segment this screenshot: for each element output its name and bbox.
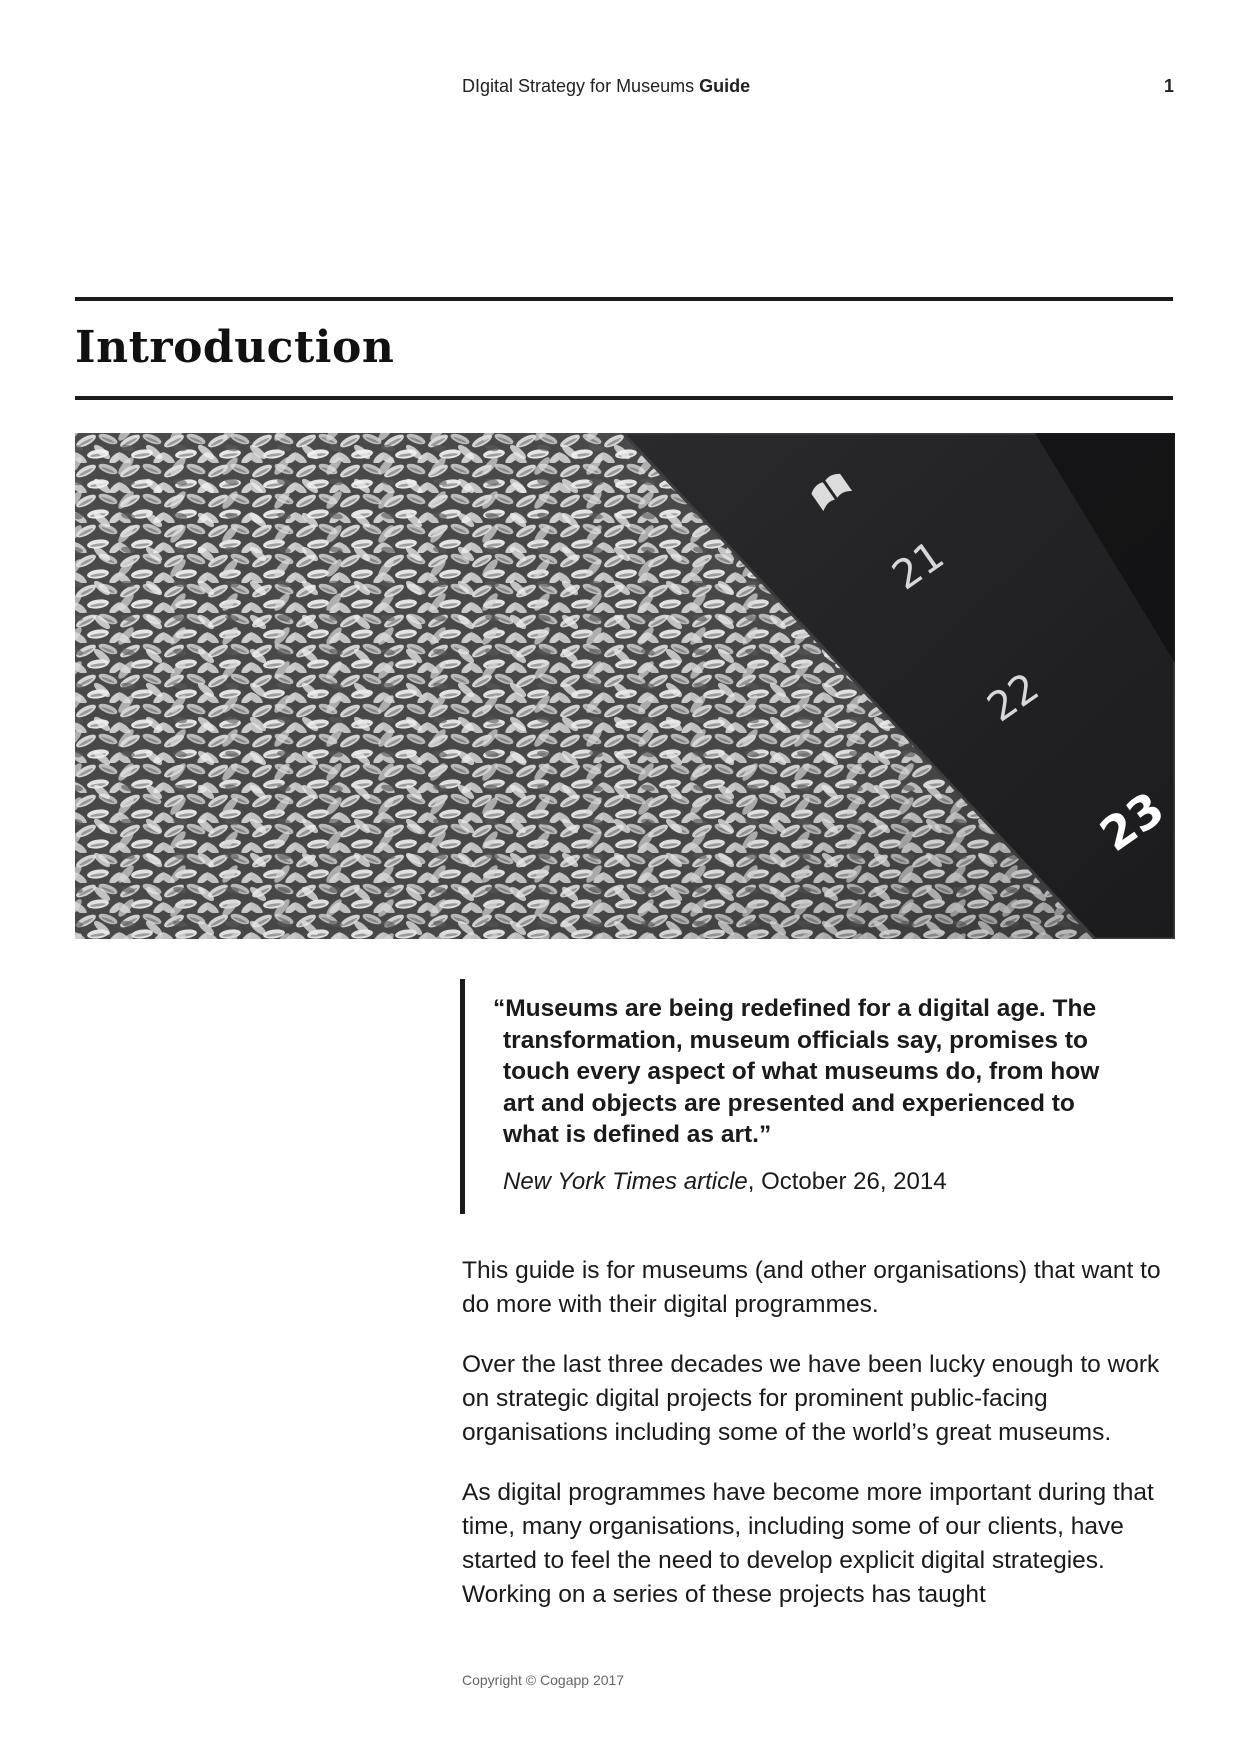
- header-title-bold: Guide: [699, 76, 751, 96]
- quote-citation: [493, 1167, 1120, 1197]
- header-title: [462, 76, 750, 96]
- screen-number-23: 23: [1090, 781, 1174, 863]
- quote-date: , October 26, 2014: [747, 1167, 947, 1195]
- section-rule-bottom: [75, 396, 1173, 400]
- body-paragraph: As digital programmes have become more important during that time, many organisations, including some of our clients, have started to feel the need to develop explicit digital strategies. Working on a series of these projects has taught: [462, 1479, 1154, 1608]
- quote-text: “Museums are being redefined for a digital age. The transformation, museum officials say, promises to touch every aspect of what museums do, from how art and objects are presented and experienced to what is defined as art.”: [493, 995, 1100, 1148]
- quote-source: New York Times article: [503, 1167, 748, 1195]
- body-text: [462, 1254, 1178, 1638]
- body-paragraph: Over the last three decades we have been lucky enough to work on strategic digital projects for prominent public-facing organisations including some of the world’s great museums.: [462, 1351, 1160, 1446]
- pull-quote: [460, 979, 1120, 1214]
- header-title-prefix: DIgital Strategy for Museums: [462, 76, 700, 96]
- screen-number-21: 21: [884, 532, 953, 600]
- page-number: 1: [1163, 76, 1174, 96]
- screen-number-22: 22: [979, 664, 1048, 732]
- section-title: Introduction: [75, 322, 395, 373]
- hero-photo-sunflower-seeds: [75, 433, 1175, 939]
- section-rule-top: [75, 297, 1173, 301]
- running-header: [462, 76, 1174, 102]
- copyright-footer: Copyright © Cogapp 2017: [462, 1672, 625, 1688]
- body-paragraph: This guide is for museums (and other organisations) that want to do more with their digital programmes.: [462, 1257, 1161, 1318]
